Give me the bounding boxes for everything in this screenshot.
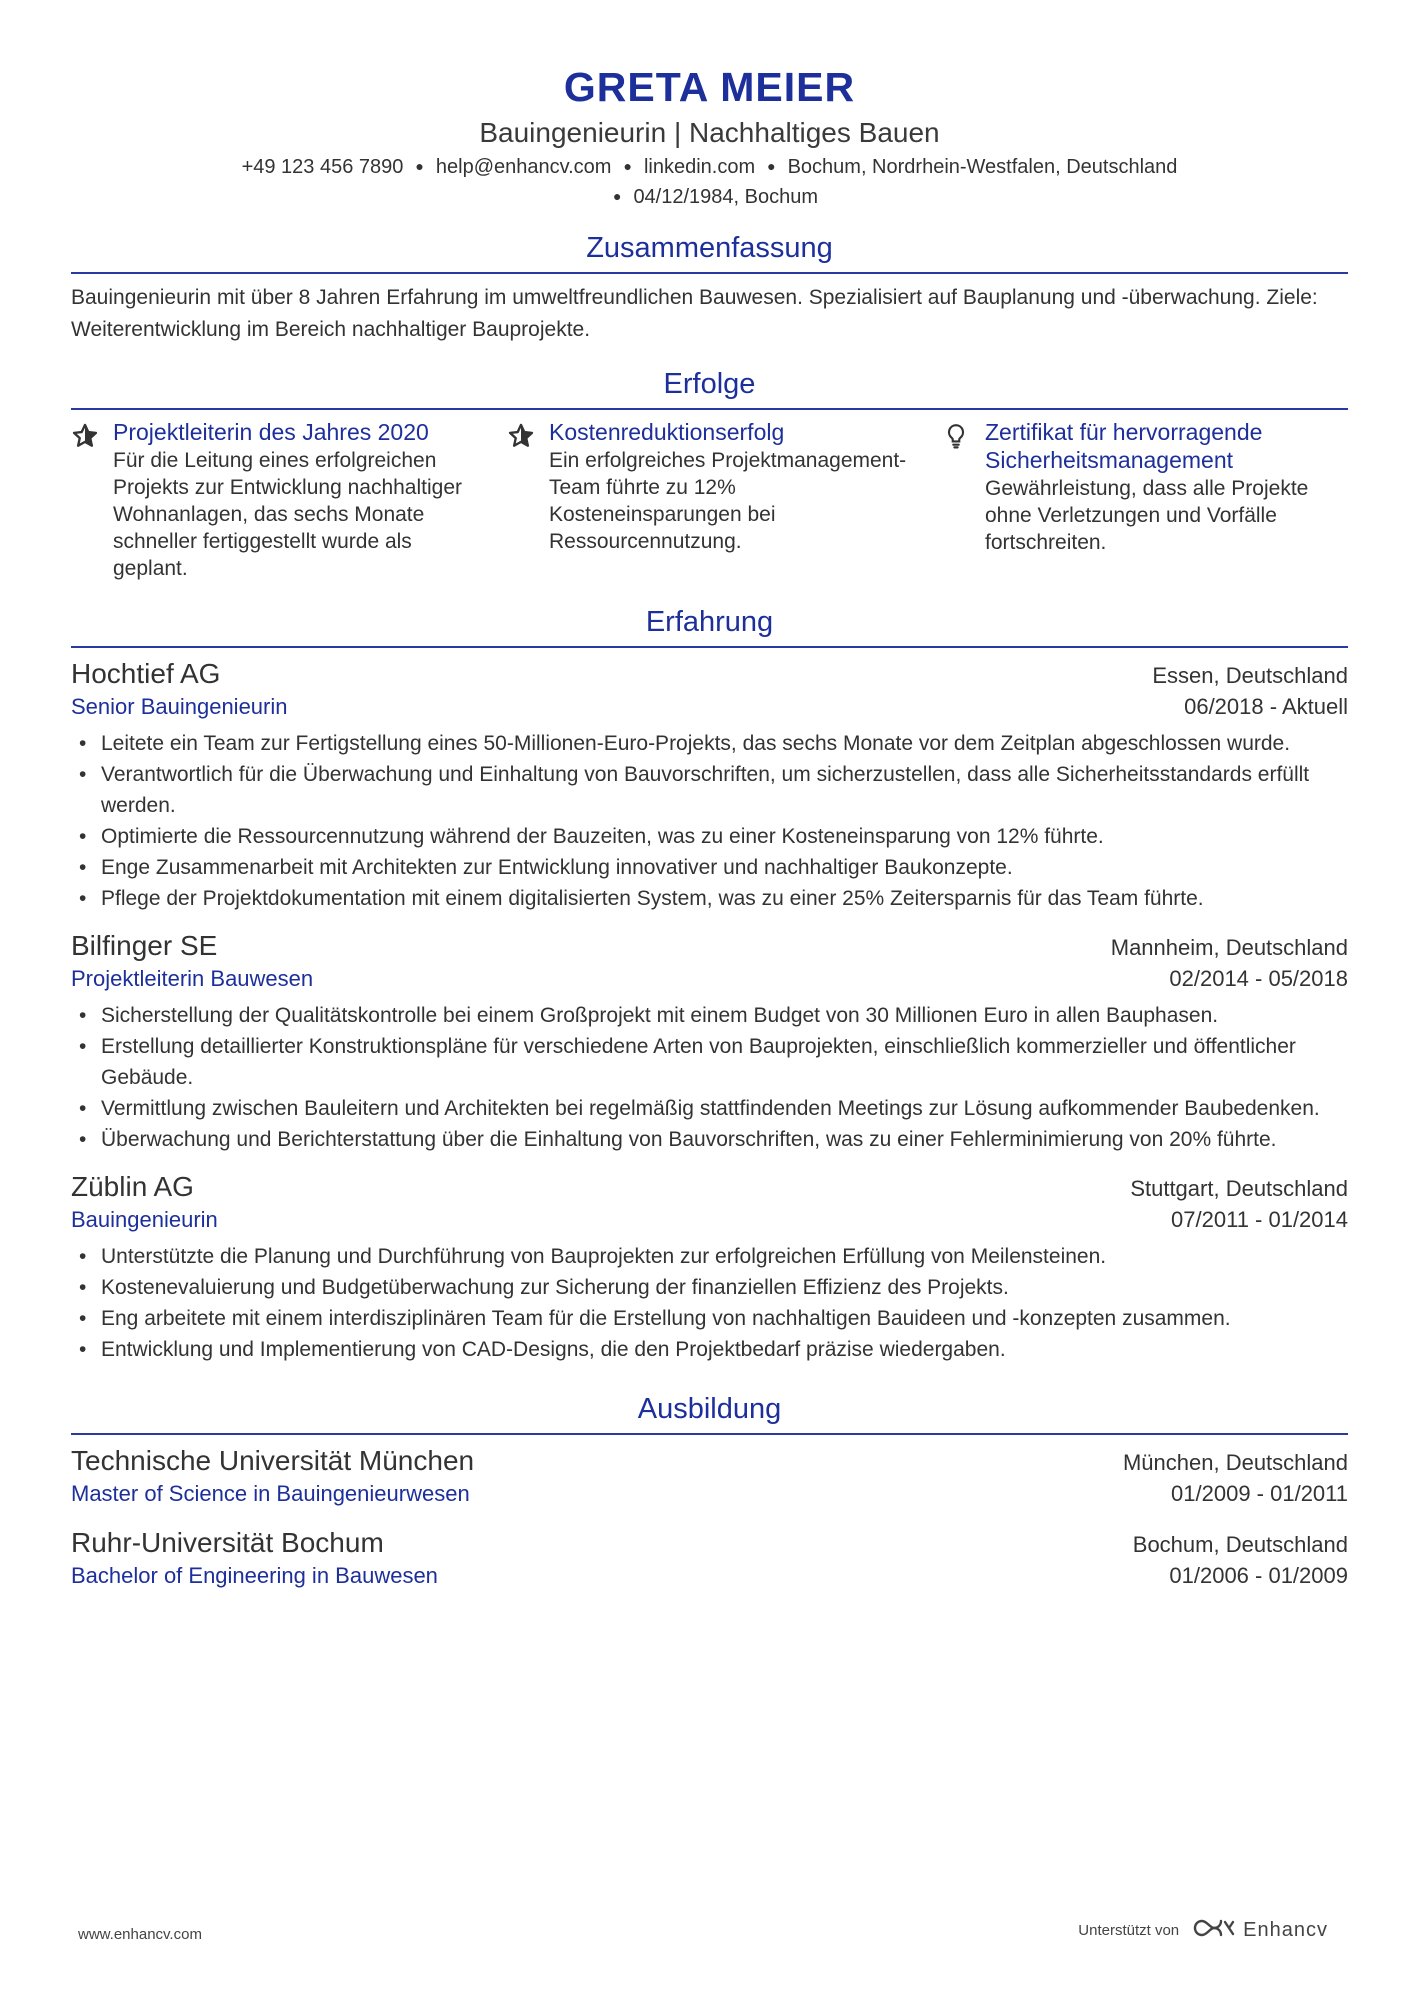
achievement-desc: Gewährleistung, dass alle Projekte ohne Verletzungen und Vorfälle fortschreiten. — [985, 477, 1309, 554]
education-location: Bochum, Deutschland — [1132, 1532, 1348, 1557]
job-entry — [71, 656, 1348, 914]
achievement-item — [71, 418, 507, 582]
section-title-education: Ausbildung — [71, 1391, 1348, 1435]
job-dates: 06/2018 - Aktuell — [1184, 694, 1348, 719]
job-role: Bauingenieurin — [71, 1207, 218, 1232]
section-title-experience: Erfahrung — [71, 604, 1348, 648]
job-bullets — [71, 1000, 1348, 1155]
job-bullet: • Pflege der Projektdokumentation mit einem digitalisierten System, was zu einer 25% Zeitersparnis für das Team führte. — [71, 883, 1348, 914]
job-bullets — [71, 728, 1348, 914]
bullet-separator: ● — [767, 158, 776, 174]
achievements-row — [71, 418, 1348, 582]
job-role: Senior Bauingenieurin — [71, 694, 288, 719]
education-degree: Bachelor of Engineering in Bauwesen — [71, 1563, 438, 1588]
summary-text: Bauingenieurin mit über 8 Jahren Erfahrung im umweltfreundlichen Bauwesen. Spezialisiert auf Bauplanung und -überwachung. Ziele: Weiterentwicklung im Bereich nachhaltiger Bauprojekte. — [71, 286, 1318, 341]
job-bullet: • Leitete ein Team zur Fertigstellung eines 50-Millionen-Euro-Projekts, das sechs Monate vor dem Zeitplan abgeschlossen wurde. — [71, 728, 1348, 759]
achievements-section — [71, 366, 1348, 582]
job-entry — [71, 928, 1348, 1155]
section-title-achievements: Erfolge — [71, 366, 1348, 410]
bullet-separator: ● — [612, 188, 622, 204]
bullet-separator: ● — [415, 158, 424, 174]
candidate-name: GRETA MEIER — [563, 64, 856, 110]
achievement-title: Kostenreduktionserfolg — [549, 419, 785, 445]
contact-phone: +49 123 456 7890 — [241, 156, 404, 178]
education-entry — [71, 1525, 1348, 1591]
job-company: Züblin AG — [71, 1171, 194, 1202]
job-location: Mannheim, Deutschland — [1110, 935, 1348, 960]
job-bullet: • Verantwortlich für die Überwachung und Einhaltung von Bauvorschriften, um sicherzustellen, dass alle Sicherheitsstandards erfüllt werden. — [71, 759, 1348, 821]
lightbulb-icon — [943, 418, 985, 582]
job-bullet: • Entwicklung und Implementierung von CAD-Designs, die den Projektbedarf präzise wiedergaben. — [71, 1334, 1348, 1365]
job-bullet: • Unterstützte die Planung und Durchführung von Bauprojekten zur erfolgreichen Erfüllung von Meilensteinen. — [71, 1241, 1348, 1272]
summary-section — [71, 230, 1348, 346]
section-title-summary: Zusammenfassung — [71, 230, 1348, 274]
education-dates: 01/2006 - 01/2009 — [1169, 1563, 1348, 1588]
achievement-desc: Ein erfolgreiches Projektmanagement-Team führte zu 12% Kosteneinsparungen bei Ressourcennutzung. — [549, 449, 907, 553]
job-dates: 07/2011 - 01/2014 — [1171, 1207, 1348, 1232]
education-dates: 01/2009 - 01/2011 — [1171, 1481, 1348, 1506]
education-location: München, Deutschland — [1122, 1450, 1348, 1475]
star-icon — [507, 418, 549, 582]
education-school: Ruhr-Universität Bochum — [71, 1527, 384, 1558]
star-icon — [71, 418, 113, 582]
enhancv-logo-icon — [1191, 1916, 1237, 1945]
job-bullets — [71, 1241, 1348, 1365]
job-bullet: • Kostenevaluierung und Budgetüberwachung zur Sicherung der finanziellen Effizienz des Projekts. — [71, 1272, 1348, 1303]
contact-line — [71, 152, 1348, 212]
job-bullet: • Überwachung und Berichterstattung über die Einhaltung von Bauvorschriften, was zu einer Fehlerminimierung von 20% führte. — [71, 1124, 1348, 1155]
contact-birth: 04/12/1984, Bochum — [633, 186, 819, 208]
job-location: Stuttgart, Deutschland — [1130, 1176, 1348, 1201]
resume-content — [71, 62, 1348, 1591]
education-degree: Master of Science in Bauingenieurwesen — [71, 1481, 470, 1506]
footer-branding — [1078, 1916, 1328, 1945]
job-bullet: • Eng arbeitete mit einem interdisziplinären Team für die Erstellung von nachhaltigen Bauideen und -konzepten zusammen. — [71, 1303, 1348, 1334]
contact-linkedin[interactable]: linkedin.com — [643, 156, 756, 178]
job-location: Essen, Deutschland — [1152, 663, 1348, 688]
achievement-desc: Für die Leitung eines erfolgreichen Projekts zur Entwicklung nachhaltiger Wohnanlagen, das sechs Monate schneller fertiggestellt wurde als geplant. — [113, 449, 463, 580]
job-bullet: • Erstellung detaillierter Konstruktionspläne für verschiedene Arten von Bauprojekten, einschließlich kommerzieller und öffentlicher Gebäude. — [71, 1031, 1348, 1093]
job-bullet: • Vermittlung zwischen Bauleitern und Architekten bei regelmäßig stattfindenden Meetings zur Lösung aufkommender Baubedenken. — [71, 1093, 1348, 1124]
footer-website[interactable]: www.enhancv.com — [78, 1926, 202, 1943]
footer-brand[interactable]: Enhancv — [1243, 1919, 1328, 1941]
footer-powered-by: Unterstützt von — [1078, 1922, 1180, 1939]
bullet-separator: ● — [623, 158, 632, 174]
contact-email[interactable]: help@enhancv.com — [435, 156, 612, 178]
job-bullet: • Optimierte die Ressourcennutzung während der Bauzeiten, was zu einer Kosteneinsparung von 12% führte. — [71, 821, 1348, 852]
job-role: Projektleiterin Bauwesen — [71, 966, 314, 991]
achievement-title: Projektleiterin des Jahres 2020 — [113, 419, 429, 445]
job-bullet: • Enge Zusammenarbeit mit Architekten zur Entwicklung innovativer und nachhaltiger Baukonzepte. — [71, 852, 1348, 883]
candidate-headline: Bauingenieurin | Nachhaltiges Bauen — [479, 117, 940, 148]
education-section — [71, 1391, 1348, 1591]
job-company: Hochtief AG — [71, 658, 221, 689]
job-entry — [71, 1169, 1348, 1365]
education-school: Technische Universität München — [71, 1445, 475, 1476]
job-dates: 02/2014 - 05/2018 — [1169, 966, 1348, 991]
job-bullet: • Sicherstellung der Qualitätskontrolle bei einem Großprojekt mit einem Budget von 30 Millionen Euro in allen Bauphasen. — [71, 1000, 1348, 1031]
achievement-item — [507, 418, 943, 582]
job-company: Bilfinger SE — [71, 930, 218, 961]
achievement-title: Zertifikat für hervorragende Sicherheitsmanagement — [985, 419, 1263, 473]
experience-section — [71, 604, 1348, 1365]
education-entry — [71, 1443, 1348, 1509]
achievement-item — [943, 418, 1348, 582]
contact-location: Bochum, Nordrhein-Westfalen, Deutschland — [787, 156, 1178, 178]
